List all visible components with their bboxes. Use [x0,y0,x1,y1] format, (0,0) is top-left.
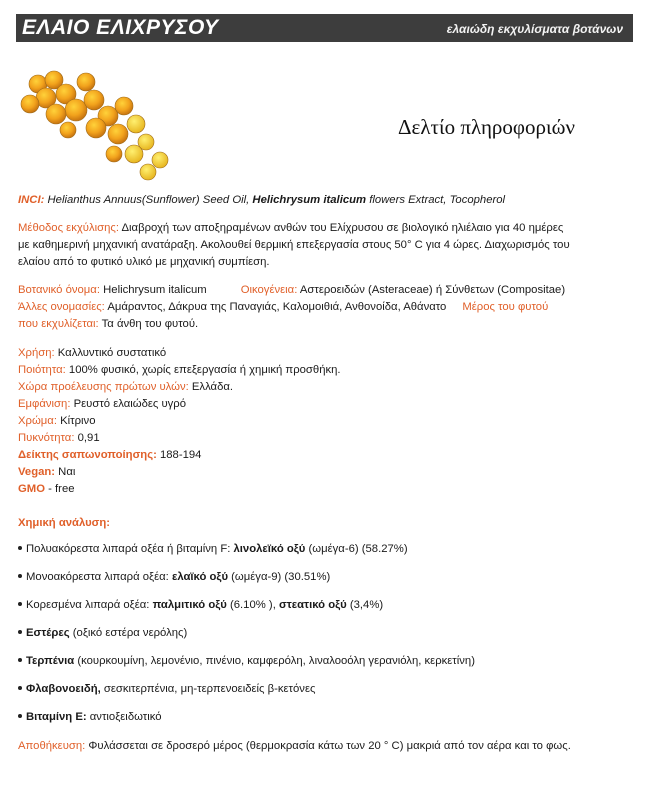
chem-item-bold: παλμιτικό οξύ [152,599,227,611]
property-color [18,413,640,431]
chem-item-post: (ωμέγα-9) (30.51%) [228,571,331,583]
chem-item-polyunsaturated [18,543,408,555]
quality-value: 100% φυσικό, χωρίς επεξεργασία ή χημική προσθήκη. [65,364,341,376]
chem-item-post: (οξικό εστέρα νερόλης) [69,627,188,639]
chem-item-monounsaturated [18,571,330,583]
header-title: ΕΛΑΙΟ ΕΛΙΧΡΥΣΟΥ [22,16,219,39]
inci-label: INCI: [18,194,45,206]
bullet-dot [18,686,22,690]
bullet-dot [18,602,22,606]
property-density [18,430,640,448]
density-label: Πυκνότητα: [18,432,75,444]
header-bar [16,14,633,42]
chem-item-text: Κορεσμένα λιπαρά οξέα: [26,599,153,611]
other-names-line [18,299,640,317]
origin-value: Ελλάδα. [188,381,234,393]
method-line-3: ελαίου από το φυτικό υλικό με μηχανική συμπίεση. [18,256,270,268]
property-gmo [18,481,640,499]
chem-item-bold: Βιταμίνη Ε: [26,711,87,723]
quality-label: Ποιότητα: [18,364,66,376]
extracted-part-line [18,316,640,334]
bullet-dot [18,574,22,578]
method-text-1: Διαβροχή των αποξηραμένων ανθών του Ελίχρυσου σε βιολογικό ηλιέλαιο για 40 ημέρες [118,222,564,234]
chem-item-post: (3,4%) [346,599,384,611]
chem-item-text: Πολυακόρεστα λιπαρά οξέα ή βιταμίνη F: [26,543,234,555]
chem-item-bold-2: στεατικό οξύ [278,599,347,611]
storage-value: Φυλάσσεται σε δροσερό μέρος (θερμοκρασία κάτω των 20 ° C) μακριά από τον αέρα και το φως. [85,740,571,752]
chem-item-post: σεσκιτερπένια, μη-τερπενοειδείς β-κετόνες [100,683,316,695]
inci-part2: Helichrysum italicum [252,194,367,206]
chem-item-flavonoids [18,683,315,695]
botanical-line [18,282,640,300]
helichrysum-flower-image [16,70,182,186]
gmo-value: - free [45,483,75,495]
header-subtitle: ελαιώδη εκχυλίσματα βοτάνων [446,22,623,36]
extracted-part-value: Τα άνθη του φυτού. [98,318,199,330]
property-usage [18,345,640,363]
chem-heading [18,515,640,533]
chem-item-bold: Τερπένια [26,655,75,667]
origin-label: Χώρα προέλευσης πρώτων υλών: [18,381,189,393]
storage-label: Αποθήκευση: [18,740,86,752]
appearance-label: Εμφάνιση: [18,398,71,410]
chem-item-bold: Εστέρες [26,627,70,639]
chem-item-text: Μονοακόρεστα λιπαρά οξέα: [26,571,172,583]
document-title: Δελτίο πληροφοριών [398,115,575,139]
other-names-label: Άλλες ονομασίες: [18,301,105,313]
method-line-2: με καθημερινή μηχανική ανατάραξη. Ακολουθεί θερμική επεξεργασία στους 50° C για 4 ώρες. Διαχωρισμός του [18,239,570,251]
chem-item-mid: (6.10% ), [226,599,279,611]
appearance-value: Ρευστό ελαιώδες υγρό [70,398,187,410]
chem-item-post: (ωμέγα-6) (58.27%) [305,543,408,555]
usage-label: Χρήση: [18,347,55,359]
method-line-1 [18,220,640,238]
other-names-value: Αμάραντος, Δάκρυα της Παναγιάς, Καλομοιθιά, Ανθονοίδα, Αθάνατο [104,301,447,313]
extracted-part-label: που εκχυλίζεται: [18,318,99,330]
property-appearance [18,396,640,414]
saponification-label: Δείκτης σαπωνοποίησης: [18,449,157,461]
botanical-value: Helichrysum italicum [99,284,207,296]
color-value: Κίτρινο [56,415,96,427]
chem-item-post: (κουρκουμίνη, λεμονένιο, πινένιο, καμφερόλη, λιναλοοόλη γερανιόλη, κερκετίνη) [74,655,475,667]
property-vegan [18,464,640,482]
vegan-label: Vegan: [18,466,56,478]
botanical-label: Βοτανικό όνομα: [18,284,100,296]
inci-line [18,192,640,210]
bullet-dot [18,658,22,662]
family-value: Αστεροειδών (Asteraceae) ή Σύνθετων (Compositae) [297,284,566,296]
vegan-value: Ναι [55,466,76,478]
gmo-label: GMO [18,483,45,495]
chem-item-esters [18,627,187,639]
chem-item-bold: ελαϊκό οξύ [171,571,229,583]
chem-item-bold: Φλαβονοειδή, [26,683,101,695]
saponification-value: 188-194 [156,449,202,461]
density-value: 0,91 [74,432,100,444]
inci-part4: Tocopherol [449,194,506,206]
method-label: Μέθοδος εκχύλισης: [18,222,119,234]
family-label: Οικογένεια: [240,284,298,296]
chem-item-terpenes [18,655,475,667]
bullet-dot [18,714,22,718]
chem-item-bold: λινολεϊκό οξύ [233,543,306,555]
chem-item-vitamin-e [18,711,162,723]
bullet-dot [18,630,22,634]
property-saponification [18,447,640,465]
chem-item-saturated [18,599,383,611]
chem-item-post: αντιοξειδωτικό [86,711,162,723]
color-label: Χρώμα: [18,415,57,427]
chem-heading-text: Χημική ανάλυση: [18,517,111,529]
plant-part-label: Μέρος του φυτού [462,301,549,313]
inci-part1: Helianthus Annuus(Sunflower) Seed Oil, [44,194,253,206]
storage-line [18,738,640,756]
property-quality [18,362,640,380]
inci-part3: flowers Extract, [366,194,450,206]
bullet-dot [18,546,22,550]
property-origin [18,379,640,397]
usage-value: Καλλυντικό συστατικό [54,347,167,359]
